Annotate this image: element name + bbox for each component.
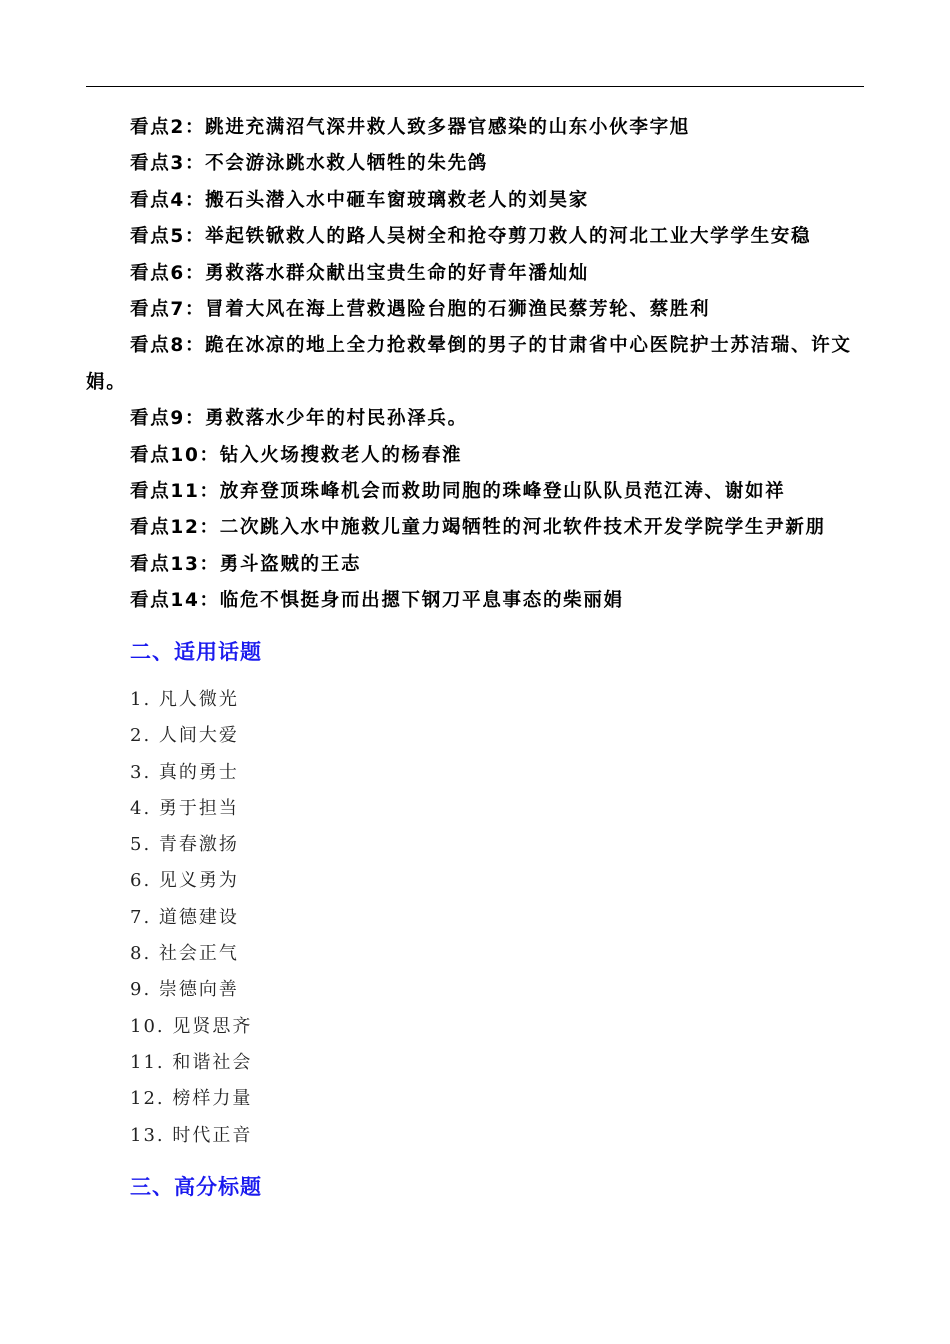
highlights-list: [86, 110, 866, 620]
highlight-item: 看点5：举起铁锨救人的路人吴树全和抢夺剪刀救人的河北工业大学学生安稳: [130, 226, 812, 248]
topic-item: 10. 见贤思齐: [130, 1015, 253, 1037]
highlight-item: 看点10：钻入火场搜救老人的杨春淮: [130, 444, 463, 466]
topic-item: 8. 社会正气: [130, 943, 239, 965]
highlight-item: 看点13：勇斗盗贼的王志: [130, 553, 362, 575]
highlight-item: 看点3：不会游泳跳水救人牺牲的朱先鸽: [130, 153, 488, 175]
highlight-item: 看点14：临危不惧挺身而出摁下钢刀平息事态的柴丽娟: [130, 590, 624, 612]
topic-item: 11. 和谐社会: [130, 1051, 253, 1073]
highlight-item: 看点8：跪在冰凉的地上全力抢救晕倒的男子的甘肃省中心医院护士苏洁瑞、许文娟。: [86, 335, 852, 393]
highlight-item: 看点12：二次跳入水中施救儿童力竭牺牲的河北软件技术开发学院学生尹新朋: [130, 517, 826, 539]
topic-item: 13. 时代正音: [130, 1124, 253, 1146]
topic-item: 1. 凡人微光: [130, 689, 239, 710]
topic-item: 9. 崇德向善: [130, 979, 239, 1001]
topic-item: 4. 勇于担当: [130, 797, 239, 819]
highlight-item: 看点6：勇救落水群众献出宝贵生命的好青年潘灿灿: [130, 262, 589, 284]
highlight-item: 看点7：冒着大风在海上营救遇险台胞的石狮渔民蔡芳轮、蔡胜利: [130, 299, 711, 321]
section-heading-titles: 三、高分标题: [130, 1175, 262, 1199]
topics-list: [130, 682, 252, 1154]
topic-item: 7. 道德建设: [130, 906, 239, 928]
topic-item: 2. 人间大爱: [130, 725, 239, 747]
highlight-item: 看点2：跳进充满沼气深井救人致多器官感染的山东小伙李字旭: [130, 117, 690, 138]
topic-item: 3. 真的勇士: [130, 761, 239, 783]
highlight-item: 看点9：勇救落水少年的村民孙泽兵。: [130, 408, 468, 430]
topic-item: 12. 榜样力量: [130, 1088, 253, 1110]
topic-item: 6. 见义勇为: [130, 870, 239, 892]
highlight-item: 看点11：放弃登顶珠峰机会而救助同胞的珠峰登山队队员范江涛、谢如祥: [130, 481, 786, 503]
highlight-item: 看点4：搬石头潜入水中砸车窗玻璃救老人的刘昊家: [130, 189, 589, 211]
topic-item: 5. 青春激扬: [130, 834, 239, 856]
section-heading-topics: 二、适用话题: [130, 640, 262, 664]
header-rule: [86, 86, 864, 87]
